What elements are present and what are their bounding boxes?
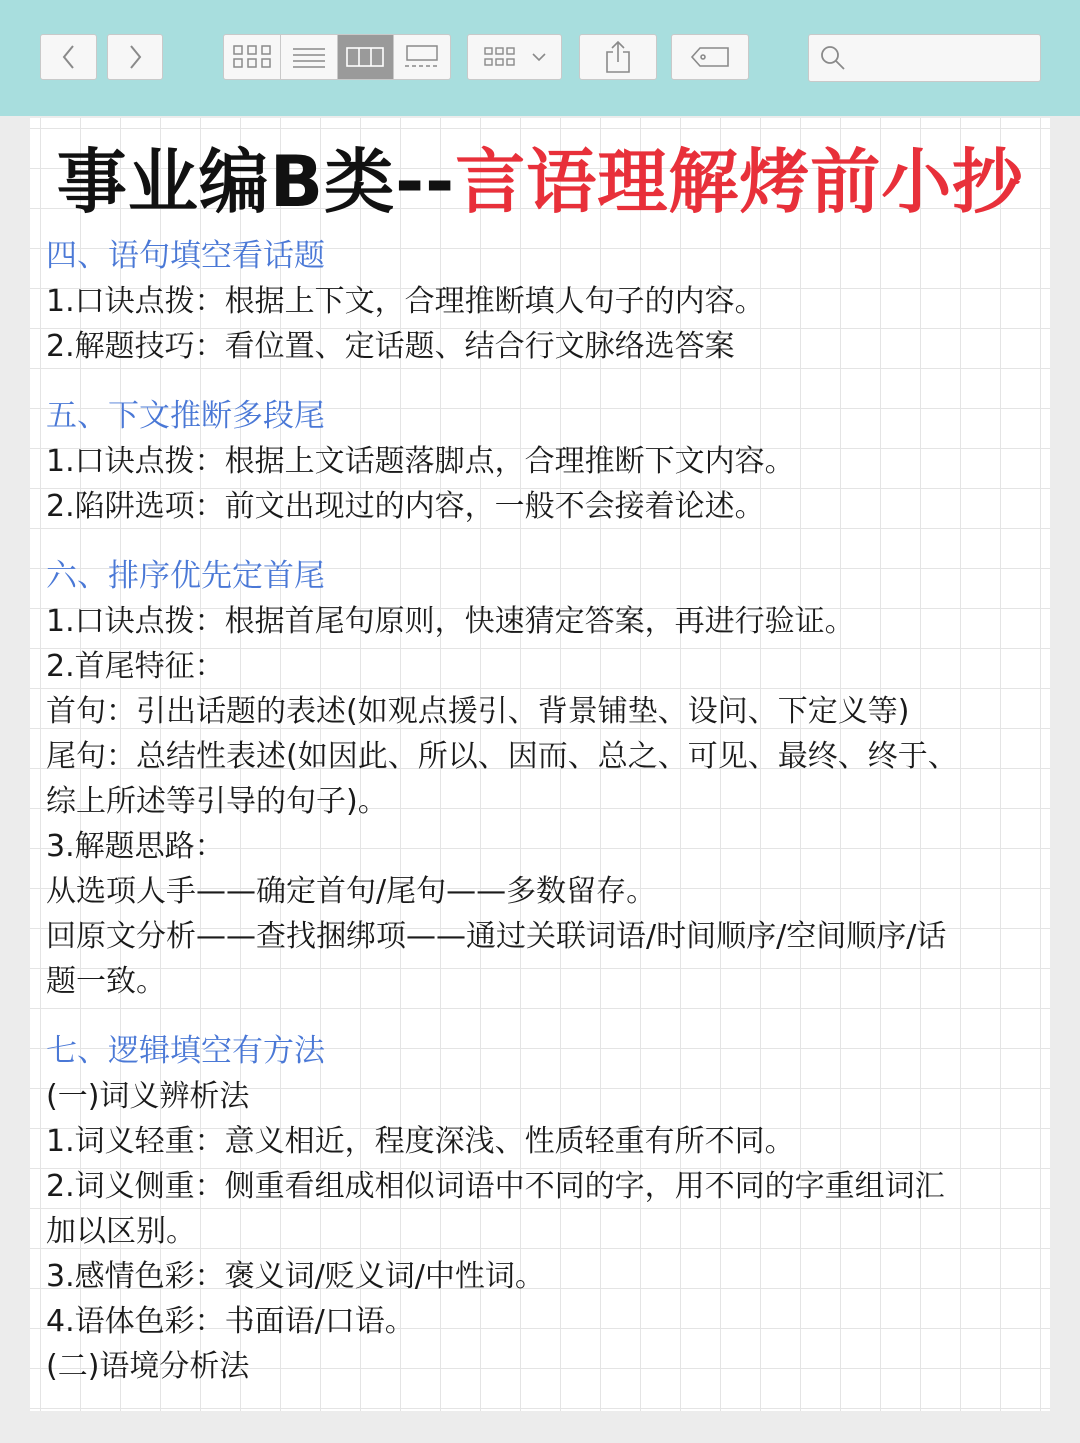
search-field[interactable] [808, 34, 1041, 82]
back-button[interactable] [40, 34, 97, 80]
gallery-view-button[interactable] [394, 35, 450, 79]
section-line: 2.首尾特征： [46, 649, 225, 684]
section-line: 题一致。 [46, 964, 166, 999]
group-by-icon [483, 44, 523, 70]
list-view-icon [291, 45, 327, 69]
section-line: 4.语体色彩：书面语/口语。 [46, 1304, 415, 1339]
section-heading: 五、下文推断多段尾 [46, 398, 325, 434]
section-line: 1.口诀点拨：根据首尾句原则，快速猜定答案，再进行验证。 [46, 604, 855, 639]
search-icon [819, 44, 847, 72]
page-title [30, 142, 1050, 222]
column-view-icon [345, 46, 385, 68]
document-content [46, 234, 1041, 1389]
forward-button[interactable] [107, 34, 163, 80]
section-line: 2.陷阱选项：前文出现过的内容，一般不会接着论述。 [46, 489, 765, 524]
toolbar [0, 0, 1080, 116]
chevron-left-icon [59, 43, 79, 71]
section-line: 回原文分析——查找捆绑项——通过关联词语/时间顺序/空间顺序/话 [46, 919, 947, 954]
section-line: 从选项人手——确定首句/尾句——多数留存。 [46, 874, 657, 909]
grid-view-icon [232, 44, 272, 70]
title-black-part: 事业编B类-- [56, 141, 456, 223]
title-red-part: 言语理解烤前小抄 [455, 141, 1024, 223]
chevron-down-icon [531, 51, 547, 63]
group-by-button[interactable] [467, 34, 562, 80]
section-line: 加以区别。 [46, 1214, 196, 1249]
chevron-right-icon [125, 43, 145, 71]
section-line: (一)词义辨析法 [46, 1079, 250, 1114]
view-mode-control [223, 34, 451, 80]
section-line: 2.词义侧重：侧重看组成相似词语中不同的字，用不同的字重组词汇 [46, 1169, 945, 1204]
section-line: 3.解题思路： [46, 829, 225, 864]
section-line: 1.口诀点拨：根据上下文，合理推断填人句子的内容。 [46, 284, 765, 319]
grid-view-button[interactable] [224, 35, 281, 79]
tag-button[interactable] [671, 34, 749, 80]
section-line: 3.感情色彩：褒义词/贬义词/中性词。 [46, 1259, 545, 1294]
section-heading: 四、语句填空看话题 [46, 238, 325, 274]
tag-icon [690, 46, 730, 68]
section-line: 尾句：总结性表述(如因此、所以、因而、总之、可见、最终、终于、 [46, 739, 958, 774]
share-icon [604, 40, 632, 74]
section-line: 1.口诀点拨：根据上文话题落脚点，合理推断下文内容。 [46, 444, 795, 479]
section-line: 首句：引出话题的表述(如观点援引、背景铺垫、设问、下定义等) [46, 694, 910, 729]
section-line: (二)语境分析法 [46, 1349, 250, 1384]
document-page [30, 118, 1050, 1411]
search-input[interactable] [853, 42, 1037, 74]
share-button[interactable] [579, 34, 657, 80]
section-line: 2.解题技巧：看位置、定话题、结合行文脉络选答案 [46, 329, 735, 364]
section-line: 1.词义轻重：意义相近，程度深浅、性质轻重有所不同。 [46, 1124, 795, 1159]
list-view-button[interactable] [281, 35, 338, 79]
section-heading: 六、排序优先定首尾 [46, 558, 325, 594]
column-view-button[interactable] [338, 35, 395, 79]
gallery-view-icon [403, 44, 441, 70]
section-line: 综上所述等引导的句子)。 [46, 784, 388, 819]
section-heading: 七、逻辑填空有方法 [46, 1033, 325, 1069]
